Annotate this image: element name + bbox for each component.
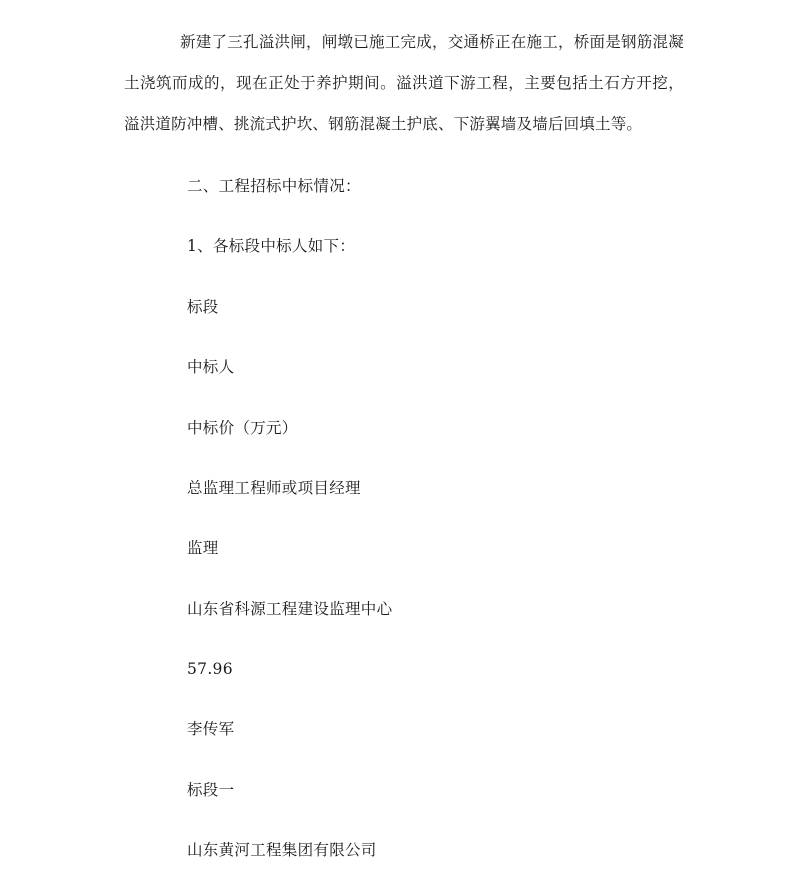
table-cell-price: 57.96 <box>187 660 233 678</box>
table-cell-winner: 山东黄河工程集团有限公司 <box>187 841 377 859</box>
table-header-manager: 总监理工程师或项目经理 <box>187 479 361 497</box>
section-heading: 二、工程招标中标情况： <box>187 177 361 195</box>
table-header-section: 标段 <box>187 298 219 316</box>
subsection-heading: 1、各标段中标人如下： <box>187 237 356 255</box>
table-cell-manager: 李传军 <box>187 720 235 738</box>
table-cell-section: 标段一 <box>187 781 235 799</box>
table-cell-winner: 山东省科源工程建设监理中心 <box>187 600 393 618</box>
table-header-winner: 中标人 <box>187 358 235 376</box>
table-header-price: 中标价（万元） <box>187 419 298 437</box>
body-paragraph: 新建了三孔溢洪闸，闸墩已施工完成，交通桥正在施工，桥面是钢筋混凝土浇筑而成的，现在正处于养护期间。溢洪道下游工程，主要包括土石方开挖，溢洪道防冲槽、挑流式护坎、钢筋混凝土护底、下游翼墙及墙后回填土等。 <box>124 33 684 133</box>
table-cell-section: 监理 <box>187 539 219 557</box>
